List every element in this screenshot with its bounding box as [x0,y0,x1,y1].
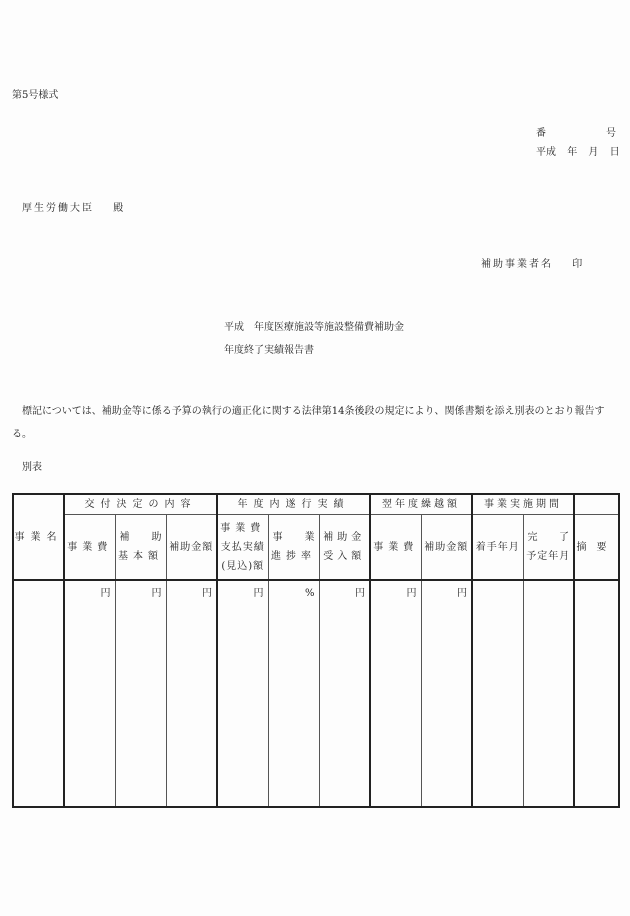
number-label-right: 号 [606,128,616,139]
applicant-label: 補助事業者名 [481,259,553,270]
header-perf-cost: 事業費 支払実績 (見込)額 [217,515,268,581]
header-end-month: 完 了 予定年月 [523,515,574,581]
group-implementation-period: 事業実施期間 [472,494,574,515]
group-blank [574,494,619,515]
cell-perf-progress[interactable]: % [268,580,319,807]
addressee-honorific: 殿 [113,203,126,214]
number-label-left: 番 [536,128,546,139]
group-in-year-performance: 年度内遂行実績 [217,494,370,515]
header-project-name: 事業名 [13,494,64,580]
title-line1: 平成 年度医療施設等施設整備費補助金 [224,322,404,333]
header-perf-received: 補助金 受入額 [319,515,370,581]
cell-project-name[interactable] [13,580,64,807]
body-text: 標記については、補助金等に係る予算の執行の適正化に関する法律第14条後段の規定により、関係書類を添え別表のとおり報告する。 [12,406,605,440]
header-summary: 摘要 [574,515,619,581]
cell-end-month[interactable] [523,580,574,807]
header-co-project-cost: 事業費 [370,515,421,581]
header-perf-progress: 事 業 進捗率 [268,515,319,581]
header-co-grant-amount: 補助金額 [421,515,472,581]
date-era: 平成 [536,147,556,158]
group-carryover: 翌年度繰越額 [370,494,472,515]
attachment-label: 別表 [22,462,42,473]
cell-perf-received[interactable]: 円 [319,580,370,807]
cell-gd-project-cost[interactable]: 円 [64,580,115,807]
date-month: 月 [588,147,599,158]
group-grant-decision: 交付決定の内容 [64,494,217,515]
addressee [22,199,125,214]
cell-start-month[interactable] [472,580,523,807]
header-gd-base-amount: 補 助 基本額 [115,515,166,581]
header-gd-project-cost: 事業費 [64,515,115,581]
applicant-seal: 印 [572,259,585,270]
cell-summary[interactable] [574,580,619,807]
title-line2: 年度終了実績報告書 [224,345,314,356]
header-gd-grant-amount: 補助金額 [166,515,217,581]
cell-gd-grant-amount[interactable]: 円 [166,580,217,807]
report-table [12,493,620,808]
date-year: 年 [567,147,578,158]
date-day: 日 [609,147,620,158]
header-start-month: 着手年月 [472,515,523,581]
cell-gd-base-amount[interactable]: 円 [115,580,166,807]
applicant [481,255,584,270]
cell-co-grant-amount[interactable]: 円 [421,580,472,807]
addressee-name: 厚生労働大臣 [22,203,94,214]
form-number: 第5号様式 [12,90,59,101]
cell-perf-cost[interactable]: 円 [217,580,268,807]
date-line [536,143,620,158]
cell-co-project-cost[interactable]: 円 [370,580,421,807]
